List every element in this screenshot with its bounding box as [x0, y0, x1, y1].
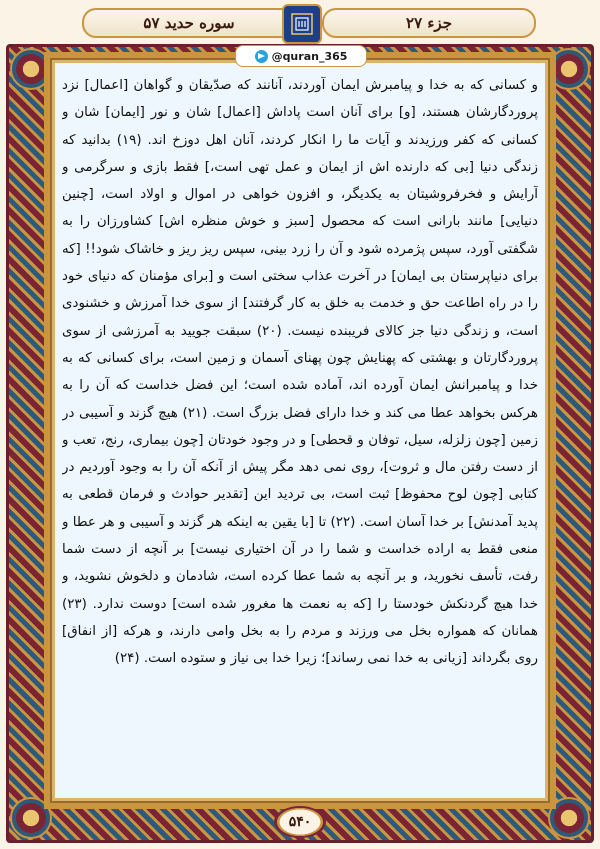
channel-handle-text: @quran_365 [271, 49, 348, 63]
page-header [0, 0, 600, 44]
translation-text: و کسانی که به خدا و پیامبرش ایمان آوردند، آنانند که صدّیقان و گواهان [اعمال] نزد پروردگارشان هستند، [و] برای آنان است پاداش [اعمال] شان و نور [ایمان] شان و کسانی که کفر ورزیدند و آیات ما را انکار کردند، آنان اهل دوزخ اند. (۱۹) بدانید که زندگی دنیا [بی که دارنده اش از ایمان و عمل تهی است،] فقط بازی و سرگرمی و آرایش و فخرفروشیتان به یکدیگر، و افزون خواهی در اموال و اولاد است، [چنین دنیایی] مانند بارانی است که محصول [سبز و خوش منظره اش] کشاورزان را به شگفتی آورد، سپس پژمرده شود و آن را زرد بینی، سپس ریز ریز و خاشاک شود!! [که برای دنیاپرستان بی ایمان] در آخرت عذاب سختی است و [برای مؤمنان که دنیای خود را در راه اطاعت حق و خدمت به خلق به کار گرفتند] از سوی خدا آمرزش و خشنودی است، و زندگی دنیا جز کالای فریبنده نیست. (۲۰) سبقت جویید به آمرزشی از سوی پروردگارتان و بهشتی که پهنایش چون پهنای آسمان و زمین است، برای کسانی که به خدا و پیامبرانش ایمان آورده اند، آماده شده است؛ این فضل خداست که آن را به هرکس بخواهد عطا می کند و خدا دارای فضل بزرگ است. (۲۱) هیچ گزند و آسیبی در زمین [چون زلزله، سیل، توفان و قحطی] و در وجود خودتان [چون بیماری، رنج، تعب و از دست رفتن مال و ثروت]، روی نمی دهد مگر پیش از آنکه آن را به وجود آوردیم در کتابی [چون لوح محفوظ] ثبت است، بی تردید این [تقدیر حوادث و فرمان قطعی به پدید آمدنش] بر خدا آسان است. (۲۲) تا [با یقین به اینکه هر گزند و آسیبی و هر عطا و منعی فقط به اراده خداست و شما را در آن اختیاری نیست] بر آنچه از دست شما رفت، تأسف نخورید، و بر آنچه به شما عطا کرده است، شادمان و دلخوش نشوید، و خدا هیچ گردنکش خودستا را [که به نعمت ها مغرور شده است] دوست ندارد. (۲۳) همانان که همواره بخل می ورزند و مردم را به بخل وامی دارند، و هرکه [از انفاق] روی بگرداند [زیانی به خدا نمی رساند]؛ زیرا خدا بی نیاز و ستوده است. (۲۴) [62, 78, 538, 667]
juz-label: جزء ۲۷ [322, 8, 536, 38]
page-number: ۵۴۰ [274, 806, 326, 838]
quran-logo-icon [282, 4, 322, 44]
channel-handle[interactable] [235, 45, 367, 67]
surah-label: سوره حدید ۵۷ [82, 8, 296, 38]
telegram-icon [255, 50, 268, 63]
